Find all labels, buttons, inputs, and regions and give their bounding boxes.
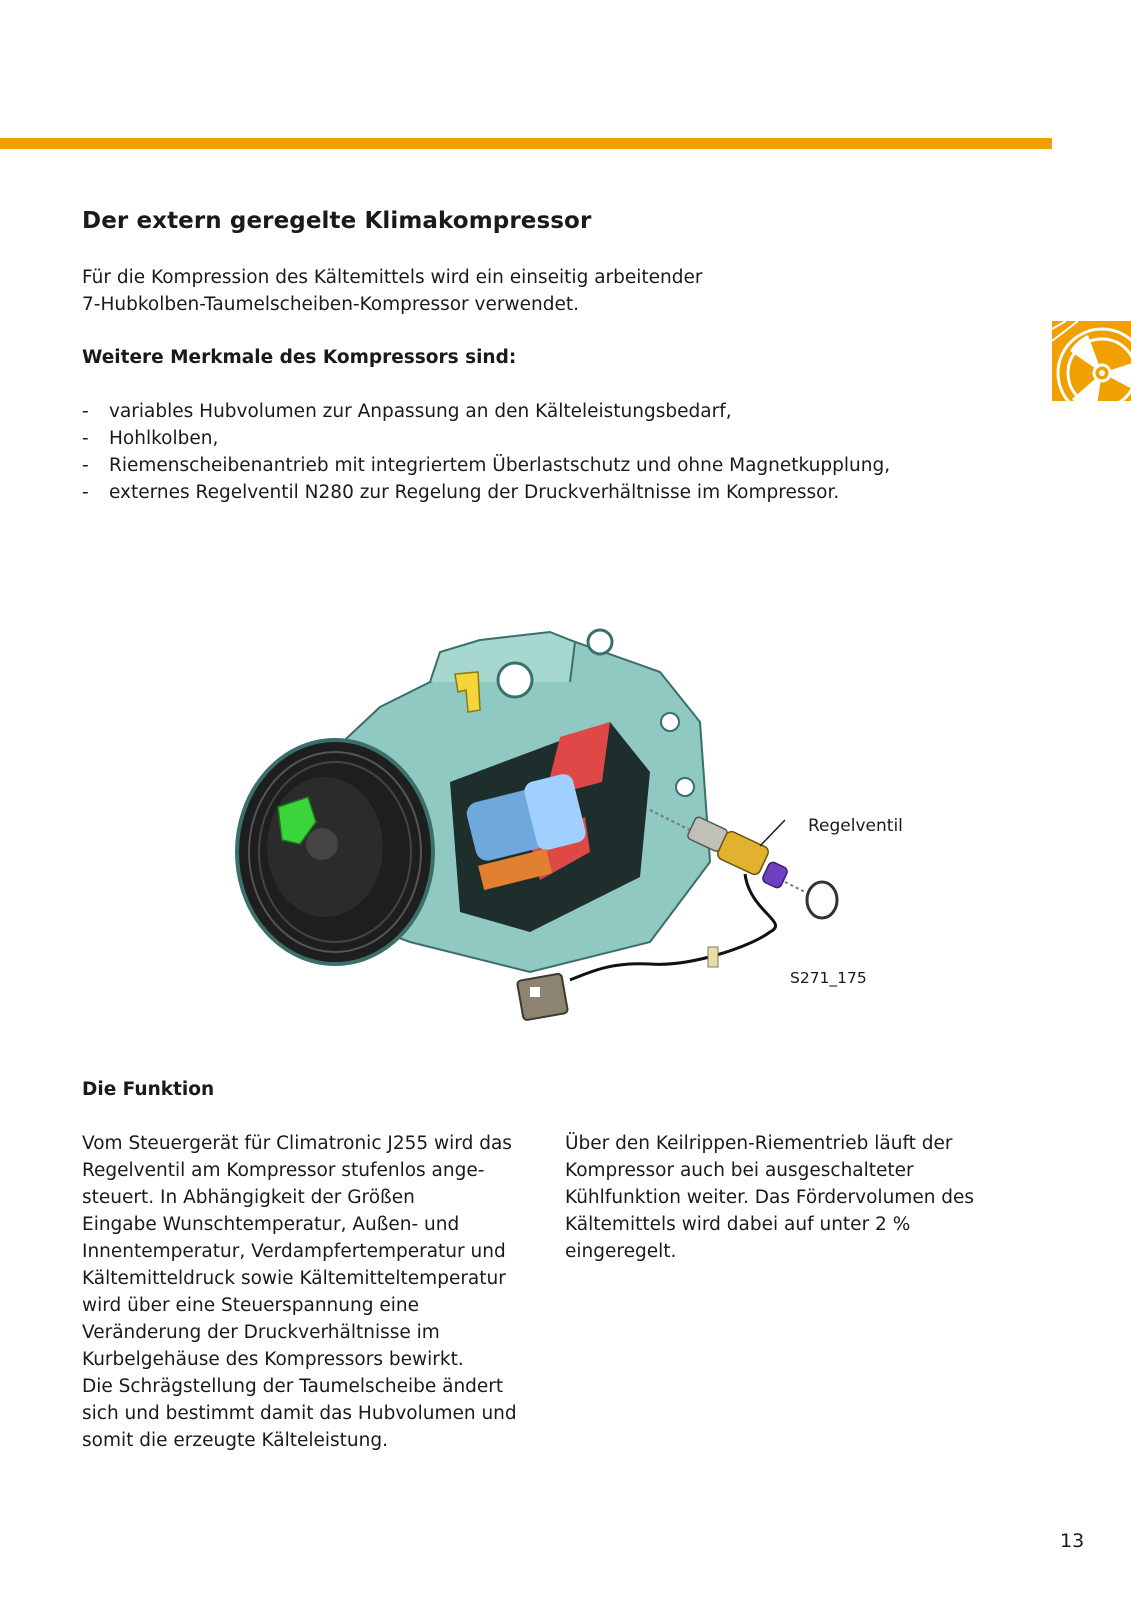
list-dash: - <box>82 455 89 476</box>
features-heading: Weitere Merkmale des Kompressors sind: <box>82 347 517 368</box>
list-dash: - <box>82 428 89 449</box>
features-list <box>82 398 890 506</box>
function-heading: Die Funktion <box>82 1079 215 1100</box>
feature-item <box>82 425 890 452</box>
page-title: Der extern geregelte Klimakompressor <box>82 208 592 234</box>
intro-line: Für die Kompression des Kältemittels wird ein einseitig arbeitender <box>82 267 703 288</box>
feature-item <box>82 479 890 506</box>
feature-text: externes Regelventil N280 zur Regelung der Druckverhältnisse im Kompressor. <box>109 482 840 503</box>
text-line: Veränderung der Druckverhältnisse im <box>82 1322 440 1343</box>
list-dash: - <box>82 401 89 422</box>
feature-text: Riemenscheibenantrieb mit integriertem Überlastschutz und ohne Magnetkupplung, <box>109 455 891 476</box>
text-line: steuert. In Abhängigkeit der Größen <box>82 1187 415 1208</box>
text-line: Die Schrägstellung der Taumelscheibe ändert <box>82 1376 504 1397</box>
header-accent-bar <box>0 138 1052 149</box>
feature-text: variables Hubvolumen zur Anpassung an den Kälteleistungsbedarf, <box>109 401 732 422</box>
text-line: Kältemittels wird dabei auf unter 2 % <box>565 1214 911 1235</box>
text-line: Kältemitteldruck sowie Kältemitteltemperatur <box>82 1268 506 1289</box>
text-line: Über den Keilrippen-Riementrieb läuft der <box>565 1133 953 1154</box>
text-line: Regelventil am Kompressor stufenlos ange- <box>82 1160 485 1181</box>
text-line: Kurbelgehäuse des Kompressors bewirkt. <box>82 1349 464 1370</box>
text-line: wird über eine Steuerspannung eine <box>82 1295 419 1316</box>
text-line: Innentemperatur, Verdampfertemperatur und <box>82 1241 506 1262</box>
text-line: Kühlfunktion weiter. Das Fördervolumen des <box>565 1187 975 1208</box>
list-dash: - <box>82 482 89 503</box>
function-text-right <box>565 1130 1005 1265</box>
text-line: eingeregelt. <box>565 1241 677 1262</box>
function-text-left <box>82 1130 522 1454</box>
figure-label-regelventil: Regelventil <box>808 816 903 836</box>
feature-item <box>82 398 890 425</box>
feature-text: Hohlkolben, <box>109 428 219 449</box>
text-line: Kompressor auch bei ausgeschalteter <box>565 1160 914 1181</box>
text-line: Vom Steuergerät für Climatronic J255 wird das <box>82 1133 512 1154</box>
section-tab <box>1052 321 1131 401</box>
text-line: Eingabe Wunschtemperatur, Außen- und <box>82 1214 460 1235</box>
intro-paragraph <box>82 264 722 318</box>
figure-code: S271_175 <box>790 969 867 987</box>
fan-icon <box>1052 321 1131 401</box>
page-number: 13 <box>1060 1530 1085 1552</box>
intro-line: 7-Hubkolben-Taumelscheiben-Kompressor verwendet. <box>82 294 579 315</box>
feature-item <box>82 452 890 479</box>
text-line: somit die erzeugte Kälteleistung. <box>82 1430 389 1451</box>
text-line: sich und bestimmt damit das Hubvolumen und <box>82 1403 517 1424</box>
